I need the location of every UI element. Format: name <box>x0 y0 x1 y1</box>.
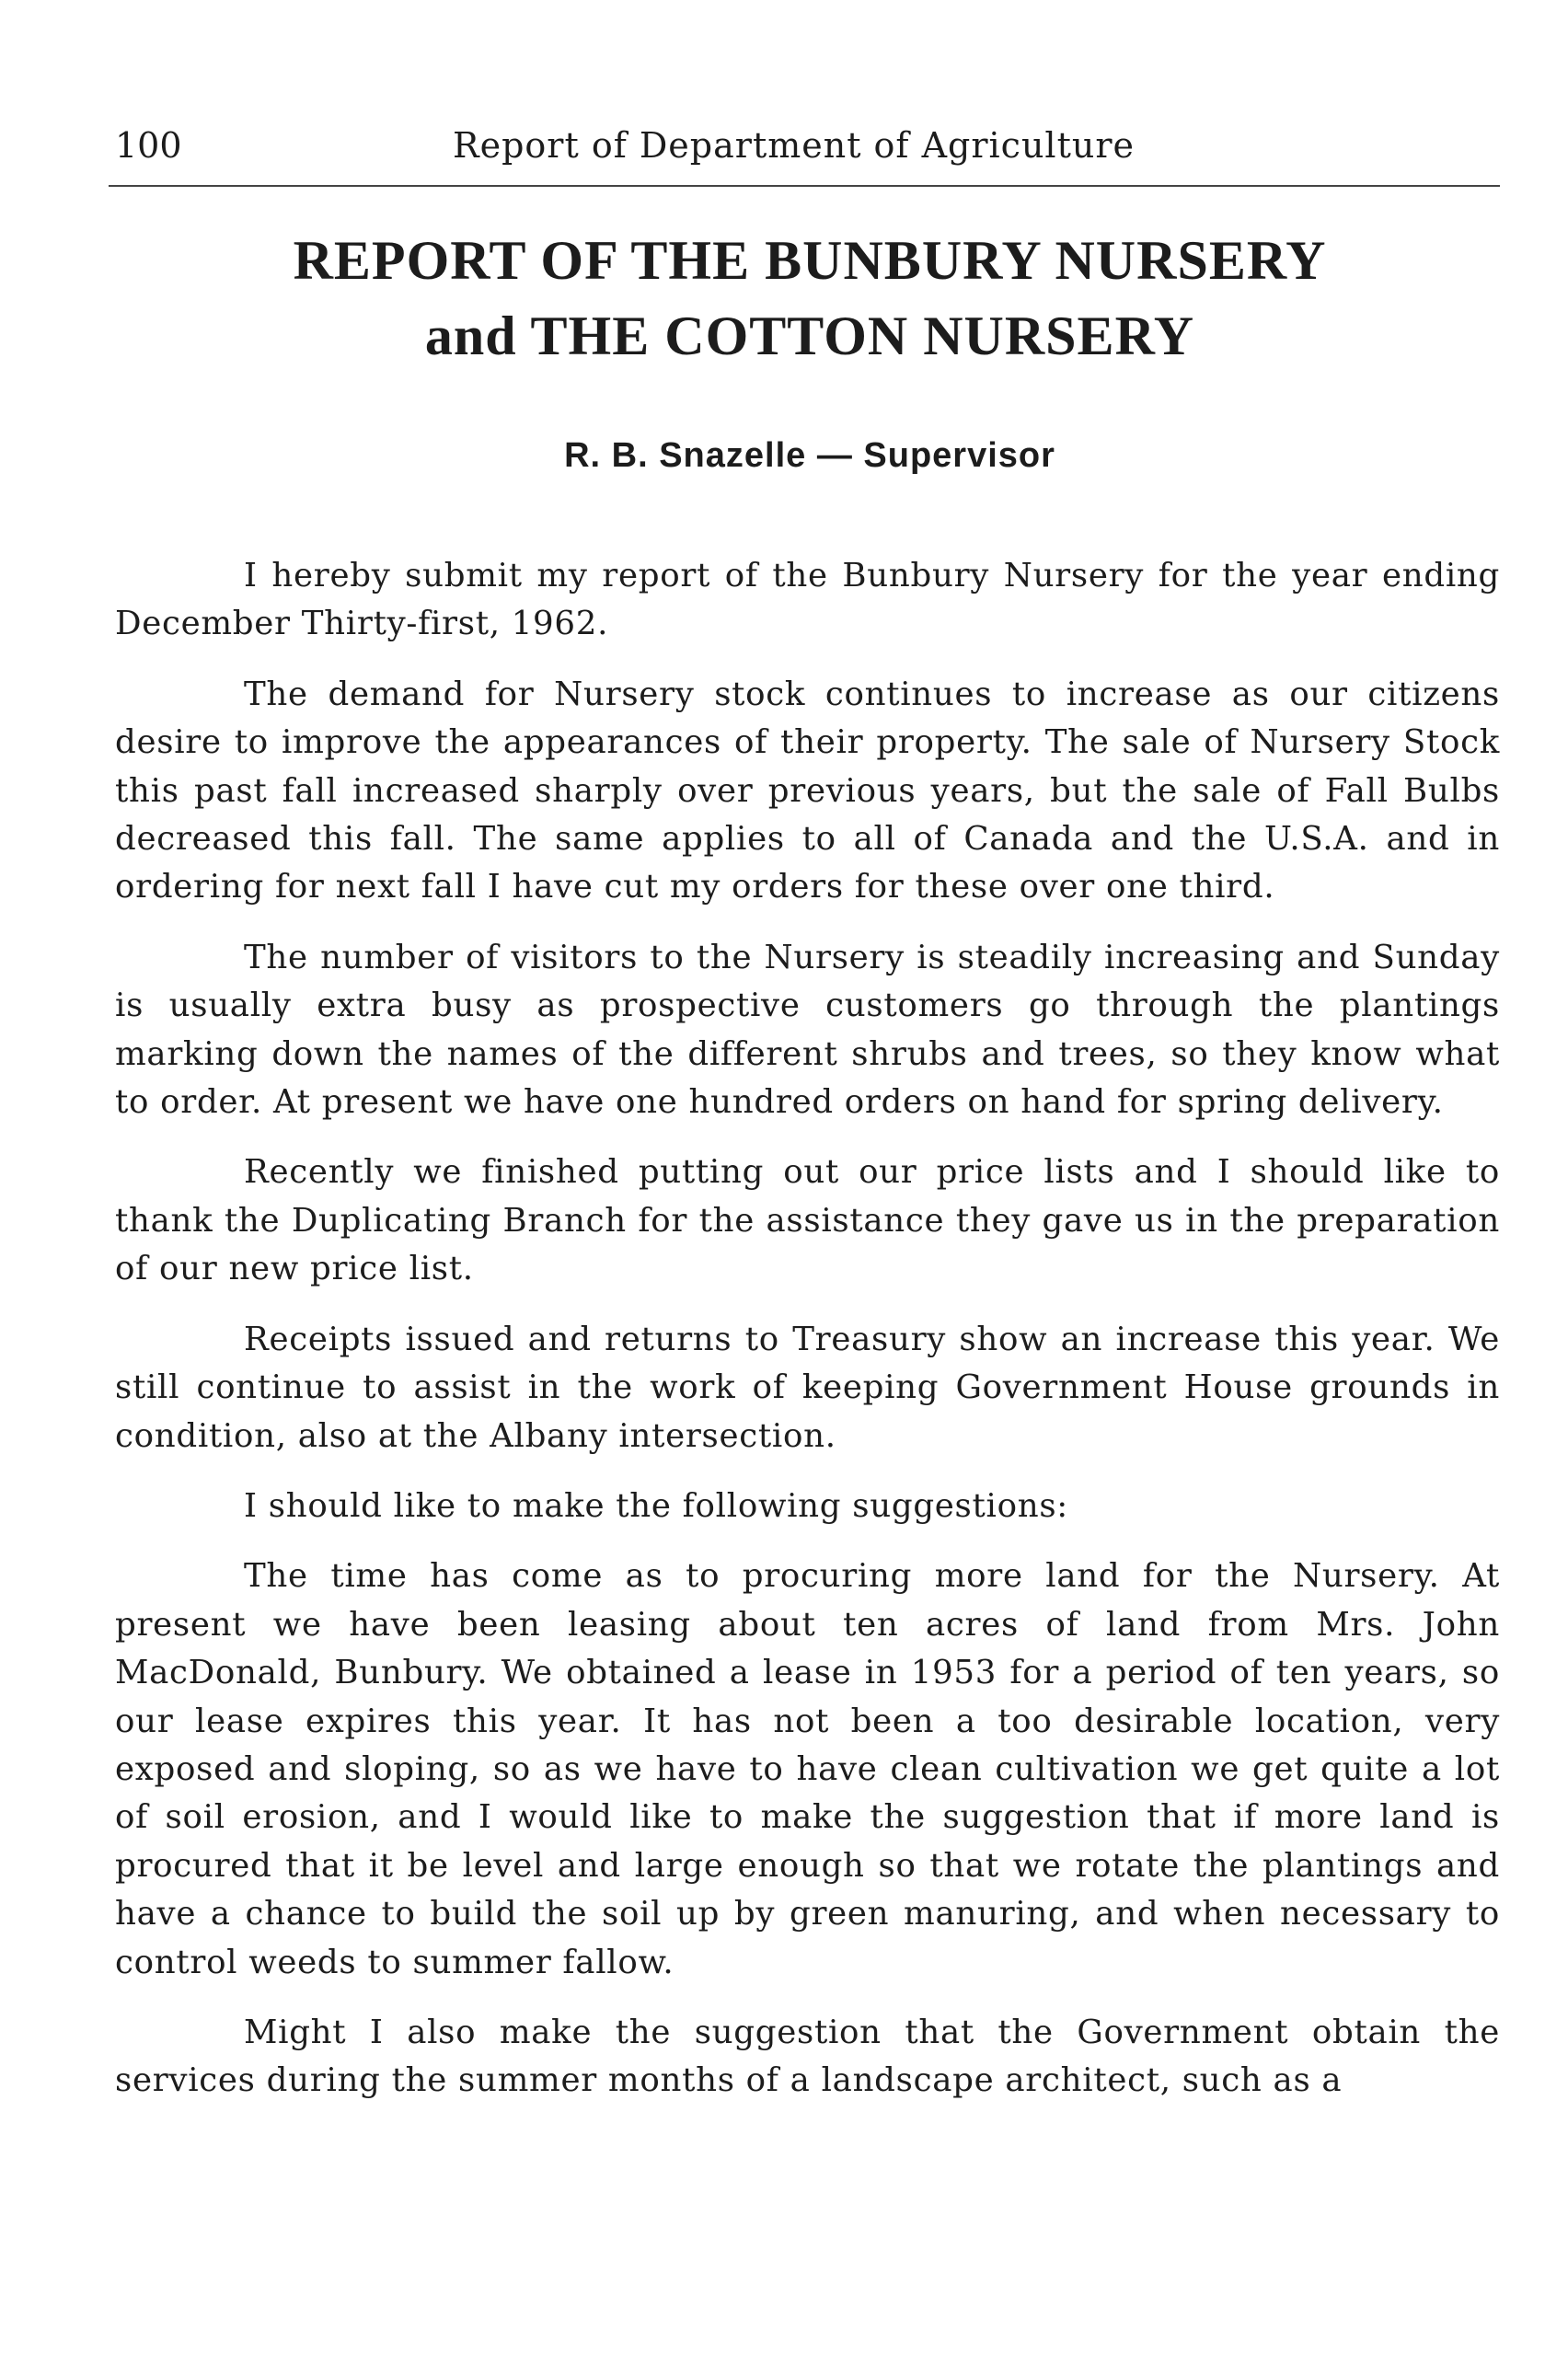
report-body <box>115 552 1500 2128</box>
author-line: R. B. Snazelle — Supervisor <box>564 436 1055 475</box>
header-divider <box>109 185 1500 187</box>
paragraph-demand: The demand for Nursery stock continues to increase as our citizens desire to improve the appearances of their property. The sale of Nursery Stock this past fall increased sharply over previous years, but the sale of Fall Bulbs decreased this fall. The same applies to all of Canada and the U.S.A. and in ordering for next fall I have cut my orders for these over one third. <box>115 675 1500 906</box>
paragraph-landscape-architect: Might I also make the suggestion that the Government obtain the services during the summer months of a landscape architect, such as a <box>115 2013 1500 2100</box>
paragraph-land: The time has come as to procuring more land for the Nursery. At present we have been leasing about ten acres of land from Mrs. John MacDonald, Bunbury. We obtained a lease in 1953 for a period of ten years, so our lease expires this year. It has not been a too desirable location, very exposed and sloping, so as we have to have clean cultivation we get quite a lot of soil erosion, and I would like to make the suggestion that if more land is procured that it be level and large enough so that we rotate the plantings and have a chance to build the soil up by green manuring, and when necessary to control weeds to summer fallow. <box>115 1557 1500 1981</box>
page-number: 100 <box>115 125 182 166</box>
running-title: Report of Department of Agriculture <box>453 125 1135 166</box>
paragraph-receipts: Receipts issued and returns to Treasury show an increase this year. We still continue to assist in the work of keeping Government House grounds in condition, also at the Albany intersection. <box>115 1320 1500 1455</box>
report-title-line-1: REPORT OF THE BUNBURY NURSERY <box>293 230 1327 291</box>
report-title <box>120 223 1500 374</box>
report-title-line-2: and THE COTTON NURSERY <box>424 306 1195 366</box>
paragraph-submission: I hereby submit my report of the Bunbury Nursery for the year ending December Thirty-first, 1962. <box>115 557 1500 643</box>
running-header <box>115 121 1500 177</box>
paragraph-visitors: The number of visitors to the Nursery is steadily increasing and Sunday is usually extra busy as prospective customers go through the plantings marking down the names of the different shrubs and trees, so they know what to order. At present we have one hundred orders on hand for spring delivery. <box>115 938 1500 1122</box>
paragraph-suggestions-intro: I should like to make the following suggestions: <box>244 1486 1068 1525</box>
paragraph-price-lists: Recently we finished putting out our price lists and I should like to thank the Duplicating Branch for the assistance they gave us in the preparation of our new price list. <box>115 1153 1500 1288</box>
